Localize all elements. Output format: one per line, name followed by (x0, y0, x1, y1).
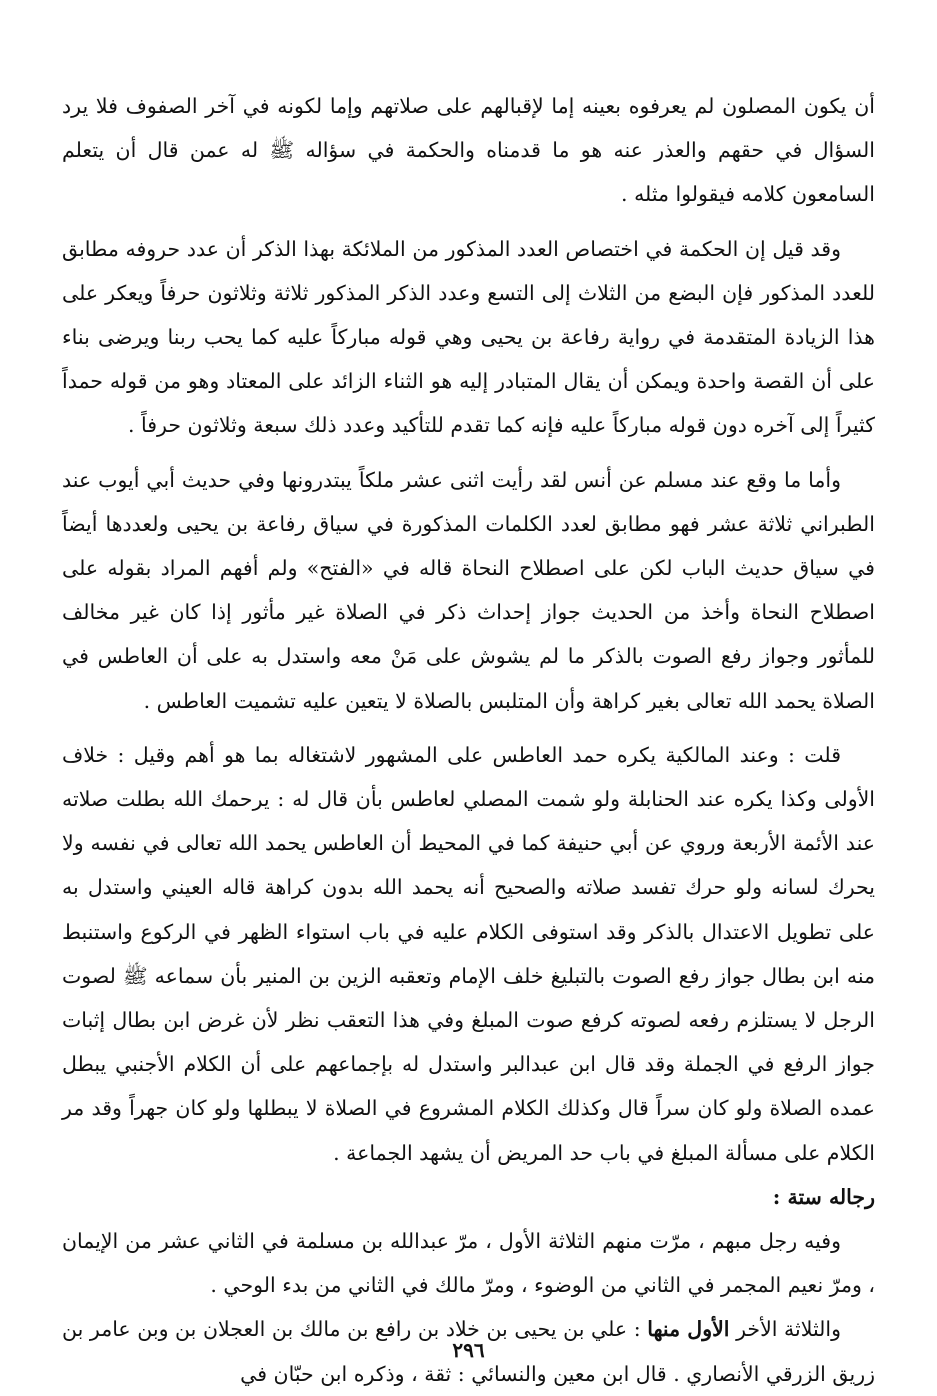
paragraph-5: وفيه رجل مبهم ، مرّت منهم الثلاثة الأول ، مرّ عبدالله بن مسلمة في الثاني عشر من الإيمان ، ومرّ نعيم المجمر في الثاني من الوضوء ، ومرّ مالك في الثاني من بدء الوحي . (62, 1229, 875, 1298)
paragraph-3: وأما ما وقع عند مسلم عن أنس لقد رأيت اثنى عشر ملكاً يبتدرونها وفي حديث أبي أيوب عند الطبراني ثلاثة عشر فهو مطابق لعدد الكلمات المذكورة في سياق رفاعة بن يحيى ولعددها أيضاً في سياق حديث الباب لكن على اصطلاح النحاة قاله في «الفتح» ولم أفهم المراد بقوله على اصطلاح النحاة وأخذ من الحديث جواز إحداث ذكر في الصلاة غير مأثور إذا كان غير مخالف للمأثور وجواز رفع الصوت بالذكر ما لم يشوش على مَنْ معه واستدل به على أن العاطس في الصلاة يحمد الله تعالى بغير كراهة وأن المتلبس بالصلاة لا يتعين عليه تشميت العاطس . (62, 467, 875, 713)
paragraph-6-bold: الأول منها (647, 1317, 730, 1342)
page-number: ٢٩٦ (452, 1338, 485, 1362)
paragraph-6-rest: : علي بن يحيى بن خلاد بن رافع بن مالك بن العجلان بن وبن عامر بن زريق الزرقي الأنصاري . قال ابن معين والنسائي : ثقة ، وذكره ابن حبّان في (62, 1317, 875, 1386)
paragraph-4: قلت : وعند المالكية يكره حمد العاطس على المشهور لاشتغاله بما هو أهم وقيل : خلاف الأولى وكذا يكره عند الحنابلة ولو شمت المصلي لعاطس بأن قال له : يرحمك الله بطلت صلاته عند الأئمة الأربعة وروي عن أبي حنيفة كما في المحيط أن العاطس يحمد الله تعالى في نفسه ولا يحرك لسانه ولو حرك تفسد صلاته والصحيح أنه يحمد الله بدون كراهة قاله العيني واستدل به على تطويل الاعتدال بالذكر وقد استوفى الكلام عليه في باب استواء الظهر في الركوع واستنبط منه ابن بطال جواز رفع الصوت بالتبليغ خلف الإمام وتعقبه الزين بن المنير بأن سماعه ﷺ لصوت الرجل لا يستلزم رفعه لصوته كرفع صوت المبلغ وفي هذا التعقب نظر لأن غرض ابن بطال إثبات جواز الرفع في الجملة وقد قال ابن عبدالبر واستدل له بإجماعهم على أن الكلام الأجنبي يبطل عمده الصلاة ولو كان سراً قال وكذلك الكلام المشروع في الصلاة لا يبطلها ولو كان جهراً وقد مر الكلام على مسألة المبلغ في باب حد المريض أن يشهد الجماعة . (62, 742, 875, 1165)
paragraph-1: أن يكون المصلون لم يعرفوه بعينه إما لإقبالهم على صلاتهم وإما لكونه في آخر الصفوف فلا يرد السؤال في حقهم والعذر عنه هو ما قدمناه والحكمة في سؤاله ﷺ له عمن قال أن يتعلم السامعون كلامه فيقولوا مثله . (62, 94, 875, 207)
rijal-heading: رجاله ستة : (772, 1184, 875, 1209)
paragraph-2: وقد قيل إن الحكمة في اختصاص العدد المذكور من الملائكة بهذا الذكر أن عدد حروفه مطابق للعدد المذكور فإن البضع من الثلاث إلى التسع وعدد الذكر المذكور ثلاثة وثلاثون حرفاً ويعكر على هذا الزيادة المتقدمة في رواية رفاعة بن يحيى وهي قوله مباركاً عليه كما يحب ربنا ويرضى بناء على أن القصة واحدة ويمكن أن يقال المتبادر إليه هو الثناء الزائد على المعتاد وهو من قوله حمداً كثيراً إلى آخره دون قوله مباركاً عليه فإنه كما تقدم للتأكيد وعدد ذلك سبعة وثلاثون حرفاً . (62, 236, 875, 438)
paragraph-6-lead: والثلاثة الأخر (729, 1317, 842, 1342)
